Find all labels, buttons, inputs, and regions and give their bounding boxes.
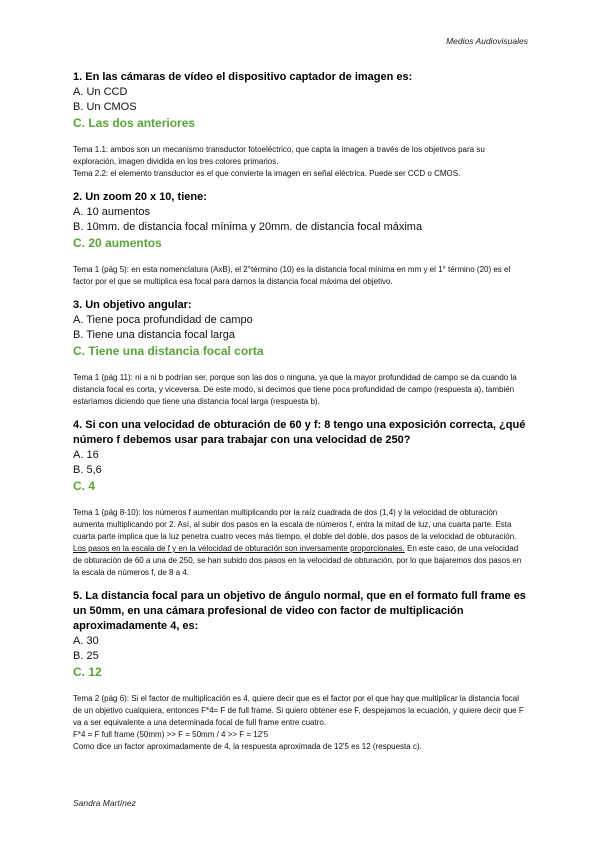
option-b: B. Tiene una distancia focal larga (73, 329, 236, 341)
question-title: 4. Si con una velocidad de obturación de 60 y f: 8 tengo una exposición correcta, ¿qué número f debemos usar para trabajar con una velocidad de 250? (73, 419, 526, 446)
explanation (73, 372, 528, 408)
option-c-correct: C. Las dos anteriores (73, 116, 196, 130)
option-b: B. 10mm. de distancia focal mínima y 20mm. de distancia focal máxima (73, 221, 423, 233)
option-c-correct: C. 4 (73, 479, 96, 493)
explanation (73, 144, 528, 180)
explanation (73, 693, 528, 753)
question-5 (73, 589, 528, 753)
explanation-text: Tema 1 (pág 8-10): los números f aumentan multiplicando por la raíz cuadrada de dos (1,4) y la velocidad de obturación aumenta multiplicando por 2. Así, al subir dos pasos en la escala de números f, entra la mitad de luz, una cuarta parte. Esta cuarta parte implica que la luz penetra cuatro veces más tiempo, el doble del doble, dos pasos de la velocidad de obturación. (73, 508, 517, 541)
explanation-paragraph: Tema 1 (pág 5): en esta nomenclatura (AxB), el 2°término (10) es la distancia focal mínima en mm y el 1° término (20) es el factor por el que se multiplica esa focal para darnos la distancia focal máxima del objetivo. (73, 265, 511, 286)
page-header: Medios Audiovisuales (446, 36, 528, 46)
explanation-paragraph: F*4 = F full frame (50mm) >> F = 50mm / 4 >> F = 12'5 (73, 730, 269, 739)
explanation-paragraph: Tema 1 (pág 11): ni a ni b podrían ser, porque son las dos o ninguna, ya que la mayor profundidad de campo se da cuando la distancia focal es corta, y viceversa. De este modo, si decimos que tiene poca profundidad de campo (respuesta a), también estaríamos diciendo que tiene una distancia focal larga (respuesta b). (73, 373, 517, 406)
option-b: B. Un CMOS (73, 101, 137, 113)
question-1 (73, 70, 528, 180)
option-c-correct: C. Tiene una distancia focal corta (73, 344, 264, 358)
explanation-paragraph (73, 507, 528, 579)
option-a: A. 30 (73, 635, 99, 647)
explanation-paragraph: Como dice un factor aproximadamente de 4, la respuesta aproximada de 12'5 es 12 (respuesta c). (73, 742, 422, 751)
option-c-correct: C. 20 aumentos (73, 236, 162, 250)
option-a: A. Tiene poca profundidad de campo (73, 314, 253, 326)
option-a: A. Un CCD (73, 86, 128, 98)
option-a: A. 10 aumentos (73, 206, 151, 218)
explanation-text: En este caso, de una velocidad de obturación de 60 a una de 250, se han subido dos pasos en la velocidad de obturación, por lo que bajaremos dos pasos en la escala de números f, de 8 a 4. (73, 544, 522, 577)
question-title: 3. Un objetivo angular: (73, 299, 192, 311)
document-body (73, 70, 528, 763)
page-footer: Sandra Martínez (73, 798, 136, 808)
explanation-paragraph: Tema 2.2: el elemento transductor es el que convierte la imagen en señal eléctrica. Puede ser CCD o CMOS. (73, 169, 461, 178)
question-title: 2. Un zoom 20 x 10, tiene: (73, 191, 207, 203)
explanation (73, 264, 528, 288)
question-4 (73, 418, 528, 579)
option-c-correct: C. 12 (73, 665, 102, 679)
option-b: B. 25 (73, 650, 99, 662)
explanation-paragraph: Tema 2 (pág 6): Si el factor de multiplicación es 4, quiere decir que es el factor por el que hay que multiplicar la distancia focal de un objetivo cualquiera, entonces F*4= F de full frame. Si quiero obtener ese F, despejamos la ecuación, y quiere decir que F va a ser equivalente a una determinada focal de full frame entre cuatro. (73, 694, 524, 727)
option-a: A. 16 (73, 449, 99, 461)
option-b: B. 5,6 (73, 464, 102, 476)
explanation-paragraph: Tema 1.1: ambos son un mecanismo transductor fotoeléctrico, que capta la imagen a través de los objetivos para su exploración, imagen dividida en los tres colores primarios. (73, 145, 485, 166)
question-title: 5. La distancia focal para un objetivo de ángulo normal, que en el formato full frame es un 50mm, en una cámara profesional de video con factor de multiplicación aproximadamente 4, es: (73, 590, 526, 632)
question-3 (73, 298, 528, 408)
question-title: 1. En las cámaras de vídeo el dispositivo captador de imagen es: (73, 71, 413, 83)
explanation (73, 507, 528, 579)
question-2 (73, 190, 528, 288)
explanation-underlined: Los pasos en la escala de f y en la velocidad de obturación son inversamente proporcionales. (73, 544, 405, 553)
